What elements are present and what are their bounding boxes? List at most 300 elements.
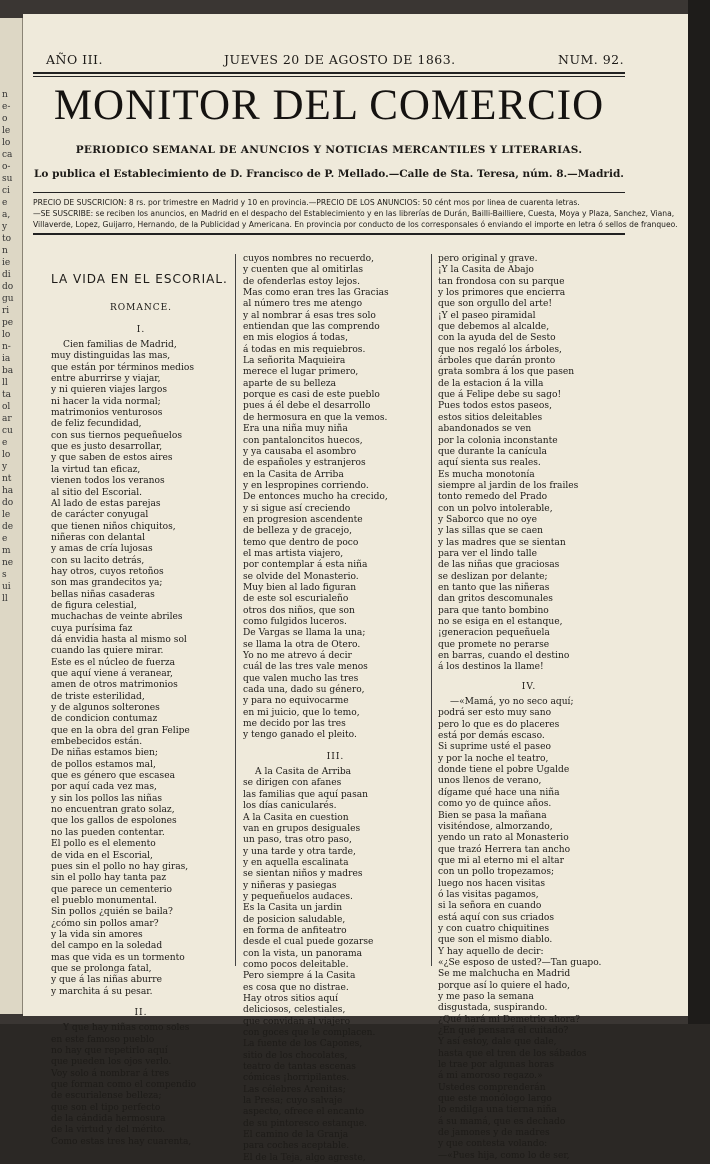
poem-line: del campo en la soledad: [51, 941, 163, 952]
poem-line: cada una, dado su género,: [243, 685, 365, 696]
poem-line: Al lado de estas parejas: [51, 498, 161, 509]
previous-page-fragment: e-: [2, 102, 11, 112]
poem-line: son mas grandecitos ya;: [51, 578, 163, 589]
poem-line: Voy solo á nombrar á tres: [51, 1068, 170, 1079]
column-1: [51, 254, 231, 1147]
poem-line: siempre al jardin de los frailes: [438, 480, 579, 491]
poem-line: que en la obra del gran Felipe: [51, 725, 190, 736]
poem-line: Mas como eran tres las Gracias: [243, 288, 389, 299]
previous-page-fragment: ne: [2, 558, 14, 568]
poem-line: ó las visitas pagamos,: [438, 889, 539, 900]
poem-line: ¡Y la Casita de Abajo: [438, 265, 534, 276]
poem-line: y marchita á su pesar.: [51, 986, 153, 997]
poem-line: Y así estoy, dale que dale,: [438, 1037, 557, 1048]
previous-page-fragment: ui: [2, 582, 11, 592]
poem-line: sitio de los chocolates,: [243, 1050, 348, 1061]
poem-line: de pollos estamos mal,: [51, 759, 156, 770]
poem-line: de la virtud y del mérito.: [51, 1125, 166, 1136]
poem-line: por aquí cada vez mas,: [51, 782, 157, 793]
poem-line: La fuente de los Capones,: [243, 1039, 363, 1050]
column-divider: [431, 254, 432, 966]
poem-line: á todas en mis requiebros.: [243, 344, 366, 355]
poem-line: se deslizan por delante;: [438, 571, 548, 582]
scan-right-edge: [688, 0, 710, 1024]
article-title: LA VIDA EN EL ESCORIAL.: [51, 272, 228, 286]
poem-line: de ofenderlas estoy lejos.: [243, 276, 360, 287]
poem-line: la virtud tan eficaz,: [51, 464, 141, 475]
poem-line: tonto remedo del Prado: [438, 492, 548, 503]
publisher-line: Lo publica el Establecimiento de D. Francisco de P. Mellado.—Calle de Sta. Teresa, núm. 8.—Madrid.: [34, 168, 624, 180]
poem-line: si la señora en cuando: [438, 901, 542, 912]
poem-line: de su pintoresco estanque.: [243, 1118, 368, 1129]
poem-line: cuando las quiere mirar.: [51, 646, 164, 657]
part-heading: IV.: [521, 681, 537, 692]
issue-date: JUEVES 20 DE AGOSTO DE 1863.: [224, 52, 456, 67]
subscription-line: PRECIO DE SUSCRICION: 8 rs. por trimestre en Madrid y 10 en provincia.—PRECIO DE LOS ANUNCIOS: 50 cént mos por linea de cuarenta letras.: [33, 198, 580, 207]
previous-page-fragment: ll: [2, 378, 8, 388]
poem-line: en progresion ascendente: [243, 514, 363, 525]
poem-line: de posicion saludable,: [243, 914, 346, 925]
poem-line: Yo no me atrevo á decir: [243, 651, 352, 662]
part-heading: III.: [326, 751, 345, 762]
poem-line: y me paso la semana: [438, 992, 534, 1002]
poem-line: El de la Teja, algo agreste,: [243, 1152, 366, 1163]
poem-line: otros dos niños, que son: [243, 605, 355, 616]
poem-line: abandonados se ven: [438, 424, 532, 435]
previous-page-fragment: n-: [2, 342, 11, 352]
poem-line: cuya purísima faz: [51, 623, 133, 634]
previous-page-fragment: a,: [2, 210, 11, 220]
poem-line: no encuentran grato solaz,: [51, 805, 175, 816]
subscription-rule-top: [33, 192, 625, 193]
poem-line: desde el cual puede gozarse: [243, 937, 374, 948]
poem-line: me decido por las tres: [243, 719, 346, 730]
poem-line: que convidan al viajero: [243, 1016, 351, 1027]
poem-line: amen de otros matrimonios: [51, 680, 178, 691]
issue-year: AÑO III.: [46, 52, 103, 67]
poem-line: aparte de su belleza: [243, 378, 337, 389]
poem-line: entre aburrirse y viajar,: [51, 374, 161, 385]
poem-line: y para no equivocarme: [243, 696, 349, 707]
poem-line: De entonces mucho ha crecido,: [243, 492, 388, 503]
previous-page-fragment: ol: [2, 402, 11, 412]
poem-line: de la estacion á la villa: [438, 378, 544, 389]
subscription-line: —SE SUSCRIBE: se reciben los anuncios, en Madrid en el despacho del Establecimiento y en las librerías de Durán, Bailli-Bailliere, Cuesta, Moya y Plaza, Sanchez, Viana,: [33, 209, 675, 218]
poem-line: luego nos hacen visitas: [438, 878, 546, 889]
poem-line: en la Casita de Arriba: [243, 469, 344, 480]
poem-line: Muy bien al lado figuran: [243, 582, 357, 593]
poem-line: dígame qué hace una niña: [438, 787, 560, 798]
poem-line: unos llenos de verano,: [438, 776, 542, 787]
column-divider: [235, 254, 236, 966]
poem-line: Se me malchucha en Madrid: [438, 969, 571, 980]
poem-line: Si suprime usté el paseo: [438, 742, 551, 753]
poem-line: y que á las niñas aburre: [51, 975, 162, 986]
poem-line: bellas niñas casaderas: [51, 589, 155, 600]
poem-line: —«Pues hija, como lo de ser,: [438, 1150, 570, 1161]
poem-line: deliciosos, celestiales,: [243, 1005, 346, 1016]
poem-line: matrimonios venturosos: [51, 408, 163, 419]
previous-page-fragment: ha: [2, 486, 14, 496]
poem-line: pues á él debe el desarrollo: [243, 401, 371, 412]
previous-page-fragment: lo: [2, 138, 11, 148]
issue-header: [46, 52, 626, 68]
poem-line: se dirigen con afanes: [243, 778, 342, 789]
previous-page-fragment: le: [2, 510, 11, 520]
poem-line: Es mucha monotonía: [438, 469, 535, 480]
previous-page-fragment: de: [2, 522, 14, 532]
poem-line: y niñeras y pasiegas: [243, 880, 337, 891]
poem-line: dá envidia hasta al mismo sol: [51, 634, 187, 645]
poem-line: las familias que aquí pasan: [243, 789, 369, 800]
poem-line: y por la noche el teatro,: [438, 753, 549, 764]
poem-line: hasta que el tren de los sábados: [438, 1048, 587, 1059]
poem-line: de belleza y de gracejo,: [243, 526, 352, 537]
poem-line: que trazó Herrera tan ancho: [438, 844, 571, 855]
poem-line: aspecto, ofrece el encanto: [243, 1107, 365, 1118]
previous-page-fragment: e: [2, 534, 8, 544]
poem-line: está por demás escaso.: [438, 731, 545, 742]
poem-line: porque así lo quiere el hado,: [438, 980, 570, 991]
poem-line: en mi juicio, que lo temo,: [243, 707, 360, 718]
poem-stanza: [243, 254, 428, 742]
poem-line: ¿Qué hará mi Demetrio ahora?: [438, 1014, 581, 1025]
poem-line: ¡Y el paseo piramidal: [438, 310, 536, 321]
poem-line: en este famoso pueblo: [51, 1034, 155, 1045]
poem-line: y de algunos solterones: [51, 703, 160, 714]
poem-line: se olvide del Monasterio.: [243, 571, 359, 582]
previous-page-fragment: ri: [2, 306, 10, 316]
poem-line: y una tarde y otra tarde,: [243, 846, 356, 857]
poem-line: de la cándida hermosura: [51, 1114, 166, 1125]
poem-line: —«Mamá, yo no seco aquí;: [450, 697, 574, 708]
previous-page-fragment: o-: [2, 162, 11, 172]
previous-page-fragment: lo: [2, 330, 11, 340]
poem-line: De niñas estamos bien;: [51, 748, 158, 759]
poem-line: embebecidos están.: [51, 737, 143, 748]
poem-line: que valen mucho las tres: [243, 673, 359, 684]
previous-page-fragment: do: [2, 282, 14, 292]
previous-page-fragment: pe: [2, 318, 14, 328]
poem-line: Pues todos estos paseos,: [438, 401, 552, 412]
poem-line: en tanto que las niñeras: [438, 582, 550, 593]
poem-line: pues sin el pollo no hay giras,: [51, 861, 189, 872]
poem-line: Y hay aquello de decir:: [438, 946, 544, 957]
poem-line: muy distinguidas las mas,: [51, 351, 171, 362]
previous-page-fragment: lo: [2, 450, 11, 460]
previous-page-fragment: le: [2, 126, 11, 136]
poem-line: Es la Casita un jardin: [243, 903, 343, 914]
poem-line: lo endilga una tierna niña: [438, 1105, 557, 1116]
previous-page-fragment: s: [2, 570, 7, 580]
previous-page-fragment: ta: [2, 390, 11, 400]
poem-line: Pero siempre á la Casita: [243, 971, 356, 982]
poem-line: yendo un rato al Monasterio: [438, 833, 569, 844]
poem-line: como yo de quince años.: [438, 799, 552, 810]
poem-line: aquí sienta sus reales.: [438, 458, 541, 469]
poem-line: en forma de anfiteatro: [243, 925, 347, 936]
previous-page-fragment: ie: [2, 258, 11, 268]
poem-line: y los primores que encierra: [438, 288, 566, 299]
previous-page-fragment: n: [2, 90, 8, 100]
poem-line: ¡generacion pequeñuela: [438, 628, 550, 639]
poem-line: árboles que darán pronto: [438, 356, 556, 367]
poem-line: en barras, cuando el destino: [438, 651, 570, 662]
poem-line: pero original y grave.: [438, 254, 538, 264]
poem-line: vienen todos los veranos: [51, 476, 165, 487]
column-3: [438, 254, 620, 1161]
masthead-title: MONITOR DEL COMERCIO: [53, 82, 605, 129]
poem-line: y ya causaba el asombro: [243, 446, 357, 457]
poem-line: para ver el lindo talle: [438, 548, 537, 559]
previous-page-fragment: e: [2, 438, 8, 448]
article-section: ROMANCE.: [109, 303, 173, 314]
poem-line: con la ayuda del de Sesto: [438, 333, 556, 344]
previous-page-fragment: to: [2, 234, 12, 244]
poem-line: van en grupos desiguales: [243, 823, 361, 834]
poem-line: y las madres que se sientan: [438, 537, 566, 548]
poem-line: por contemplar á esta niña: [243, 560, 368, 571]
poem-line: muchachas de veinte abriles: [51, 612, 183, 623]
poem-line: que son orgullo del arte!: [438, 299, 552, 310]
poem-line: «¿Se esposo de usted?—Tan guapo.: [438, 957, 602, 968]
poem-line: El camino de la Granja: [243, 1130, 349, 1141]
poem-line: niñeras con delantal: [51, 532, 146, 543]
poem-line: que aquí viene á veranear,: [51, 669, 173, 679]
poem-line: para que tanto bombino: [438, 605, 549, 616]
poem-line: Hay otros sitios aquí: [243, 994, 339, 1004]
poem-line: no hay que repetirlo aquí: [51, 1046, 168, 1056]
poem-line: A la Casita de Arriba: [255, 767, 352, 778]
previous-page-fragment: nt: [2, 474, 12, 484]
poem-line: Cien familias de Madrid,: [63, 340, 177, 351]
masthead-subtitle: PERIODICO SEMANAL DE ANUNCIOS Y NOTICIAS MERCANTILES Y LITERARIAS.: [75, 144, 583, 156]
previous-page-fragment: ca: [2, 150, 13, 160]
poem-line: visiténdose, almorzando,: [438, 821, 553, 832]
poem-line: á los destinos la llame!: [438, 662, 544, 673]
poem-line: que los gallos de espolones: [51, 816, 177, 827]
poem-line: que es justo desarrollar,: [51, 442, 163, 453]
poem-stanza: [438, 697, 620, 1162]
poem-line: A la Casita en cuestion: [243, 812, 349, 823]
header-rule-top: [33, 72, 625, 74]
poem-line: le trae por algunas horas: [438, 1060, 555, 1071]
poem-line: que están por términos medios: [51, 362, 195, 373]
part-heading: II.: [134, 1007, 148, 1018]
poem-line: que durante la canícula: [438, 446, 547, 457]
poem-line: con goces que le complacen.: [243, 1028, 376, 1039]
poem-line: La señorita Maquieira: [243, 356, 346, 367]
poem-line: El pollo es el elemento: [51, 839, 156, 850]
subscription-line: Villaverde, Lopez, Guijarro, Hernando, de la Publicidad y Americana. En provincia por conducto de los corresponsales ó enviando el importe en letra ó sellos de franqueo.: [33, 220, 678, 229]
poem-line: mas que vida es un tormento: [51, 952, 185, 963]
poem-line: Era una niña muy niña: [243, 424, 348, 435]
poem-line: disgustada, suspirando.: [438, 1003, 548, 1014]
previous-page-fragment: ba: [2, 366, 14, 376]
poem-line: y cuenten que al omitirlas: [243, 265, 364, 276]
poem-line: para coches aceptable.: [243, 1141, 350, 1152]
previous-page-fragment: m: [2, 546, 11, 556]
poem-line: que debemos al alcalde,: [438, 322, 550, 333]
poem-line: que son el tipo perfecto: [51, 1102, 161, 1113]
poem-line: Sin pollos ¿quién se baila?: [51, 907, 173, 918]
poem-line: á mi amoroso regazo.»: [438, 1071, 543, 1082]
poem-line: de este sol escurialeño: [243, 594, 349, 605]
poem-line: temo que dentro de poco: [243, 537, 359, 548]
poem-line: el pueblo monumental.: [51, 895, 157, 906]
poem-line: por la colonia inconstante: [438, 435, 558, 446]
previous-page-fragment: y: [2, 462, 8, 472]
poem-line: y con cuatro chiquitines: [438, 923, 549, 934]
poem-line: de escurialense belleza;: [51, 1091, 162, 1102]
poem-line: de condicion contumaz: [51, 714, 158, 725]
poem-line: que es género que escasea: [51, 771, 176, 782]
poem-line: y que contesta volando:: [438, 1139, 548, 1150]
previous-page-fragment: ll: [2, 594, 8, 604]
poem-line: Y que hay niñas como soles: [63, 1023, 190, 1034]
poem-line: no las pueden contentar.: [51, 827, 165, 838]
poem-line: y al nombrar á esas tres solo: [243, 310, 376, 321]
poem-line: con sus tiernos pequeñuelos: [51, 430, 182, 441]
poem-line: y ni quieren viajes largos: [51, 385, 167, 396]
poem-line: de jamones y de madres: [438, 1128, 550, 1139]
poem-line: al número tres me atengo: [243, 299, 363, 310]
poem-line: es cosa que no distrae.: [243, 982, 349, 993]
poem-line: Este es el núcleo de fuerza: [51, 657, 176, 668]
poem-line: ¿cómo sin pollos amar?: [51, 918, 159, 929]
poem-stanza: [51, 1023, 231, 1148]
poem-line: de españoles y estranjeros: [243, 458, 366, 469]
poem-line: de las niñas que graciosas: [438, 560, 560, 571]
poem-line: De Vargas se llama la una;: [243, 628, 366, 639]
poem-line: que á Felipe debe su sago!: [438, 390, 562, 401]
poem-line: y que saben de estos aires: [51, 453, 173, 464]
poem-line: á su mamá, que es dechado: [438, 1116, 566, 1127]
subscription-block: [33, 197, 678, 230]
poem-line: ni hacer la vida normal;: [51, 396, 161, 407]
poem-line: teatro de tantas escenas: [243, 1062, 356, 1073]
poem-line: y en lespropines corriendo.: [243, 480, 369, 491]
column-2: [243, 254, 428, 1163]
poem-stanza: [438, 254, 620, 674]
poem-line: que se prolonga fatal,: [51, 963, 152, 974]
poem-line: Bien se pasa la mañana: [438, 810, 547, 821]
poem-line: la Presa; cuyo salvaje: [243, 1096, 343, 1107]
poem-line: entiendan que las comprendo: [243, 322, 380, 333]
poem-line: con un pollo tropezamos;: [438, 867, 555, 878]
poem-line: de figura celestial,: [51, 600, 137, 611]
poem-line: pero lo que es do placeres: [438, 719, 560, 730]
poem-line: y pequeñuelos audaces.: [243, 891, 353, 902]
poem-line: Las célebres Arenitas;: [243, 1084, 346, 1095]
poem-line: grata sombra á los que pasen: [438, 367, 575, 378]
previous-page-fragment: n: [2, 246, 8, 256]
poem-line: con la vista, un panorama: [243, 948, 363, 959]
previous-page-fragment: y: [2, 222, 8, 232]
poem-line: donde tiene el pobre Ugalde: [438, 765, 570, 776]
poem-line: cuál de las tres vale menos: [243, 662, 368, 673]
poem-line: Como estas tres hay cuarenta,: [51, 1136, 192, 1147]
poem-line: que este monólogo largo: [438, 1094, 552, 1105]
poem-line: que tienen niños chiquitos,: [51, 521, 176, 532]
poem-line: se llama la otra de Otero.: [243, 639, 361, 650]
poem-stanza: [243, 767, 428, 1164]
poem-line: ¿En qué pensará el cuitado?: [438, 1026, 569, 1037]
poem-line: que nos regaló los árboles,: [438, 344, 562, 355]
previous-page-fragment: o: [2, 114, 8, 124]
poem-line: los días canicularés.: [243, 801, 337, 812]
poem-line: que forman como el compendio: [51, 1080, 197, 1091]
previous-page-fragment: ia: [2, 354, 11, 364]
poem-line: y Saborco que no oye: [438, 514, 537, 525]
poem-line: podrá ser esto muy sano: [438, 708, 552, 719]
subscription-rule-bottom: [33, 233, 625, 235]
poem-line: y sin los pollos las niñas: [51, 793, 163, 804]
previous-page-fragment: ci: [2, 186, 10, 196]
poem-line: y tengo ganado el pleito.: [243, 730, 357, 741]
poem-line: con su lacito detrás,: [51, 555, 145, 566]
previous-page-fragment: ar: [2, 414, 12, 424]
poem-line: y las sillas que se caen: [438, 526, 543, 537]
poem-stanza: [51, 340, 231, 998]
poem-line: en mis elogios á todas,: [243, 333, 348, 344]
poem-line: Ustedes comprenderán: [438, 1082, 546, 1093]
poem-line: hay otros, cuyos retoños: [51, 566, 164, 577]
poem-line: cuyos nombres no recuerdo,: [243, 254, 374, 264]
previous-page-fragment: di: [2, 270, 11, 280]
previous-page-fragment: do: [2, 498, 14, 508]
previous-page-fragment: e: [2, 198, 8, 208]
poem-line: el mas artista viajero,: [243, 548, 344, 559]
poem-line: de carácter conyugal: [51, 510, 149, 521]
previous-page-fragment: cu: [2, 426, 13, 436]
poem-line: y amas de cría lujosas: [51, 544, 153, 555]
part-heading: I.: [136, 324, 146, 335]
poem-line: que pueden los ojos verlo.: [51, 1057, 172, 1068]
poem-line: de vida en el Escorial,: [51, 850, 153, 861]
poem-line: tan frondosa con su parque: [438, 276, 565, 287]
poem-line: merece el lugar primero,: [243, 367, 359, 378]
poem-line: sin el pollo hay tanta paz: [51, 873, 167, 884]
poem-line: que son el mismo diablo.: [438, 935, 553, 946]
poem-line: de feliz fecundidad,: [51, 419, 142, 430]
previous-page-edge: [0, 18, 23, 1014]
poem-line: dan gritos descomunales: [438, 594, 553, 605]
poem-line: de hermosura en que la vemos.: [243, 412, 388, 423]
poem-line: como pocos deleitable.: [243, 959, 349, 970]
poem-line: de triste esterilidad,: [51, 691, 145, 702]
poem-line: con pantaloncitos huecos,: [243, 435, 363, 446]
poem-line: un paso, tras otro paso,: [243, 835, 352, 846]
previous-page-fragment: su: [2, 174, 13, 184]
poem-line: estos sitios deleitables: [438, 412, 543, 423]
poem-line: que promete no perarse: [438, 639, 550, 650]
previous-page-fragment: gu: [2, 294, 14, 304]
poem-line: que mi al eterno mi el altar: [438, 855, 564, 866]
issue-number: NUM. 92.: [558, 52, 625, 67]
poem-line: no se esiga en el estanque,: [438, 617, 563, 627]
poem-line: y en aquella escalinata: [243, 857, 349, 868]
poem-line: cómicas ¡horripilantes.: [243, 1073, 350, 1084]
poem-line: y si sigue así creciendo: [243, 503, 351, 514]
poem-line: se sientan niños y madres: [243, 869, 363, 880]
header-rule-thin: [33, 76, 625, 77]
newspaper-page: [23, 14, 688, 1163]
poem-line: como fulgidos luceros.: [243, 617, 347, 627]
poem-line: está aquí con sus criados: [438, 912, 555, 923]
poem-line: que parece un cementerio: [51, 884, 172, 895]
poem-line: al sitio del Escorial.: [51, 487, 143, 498]
